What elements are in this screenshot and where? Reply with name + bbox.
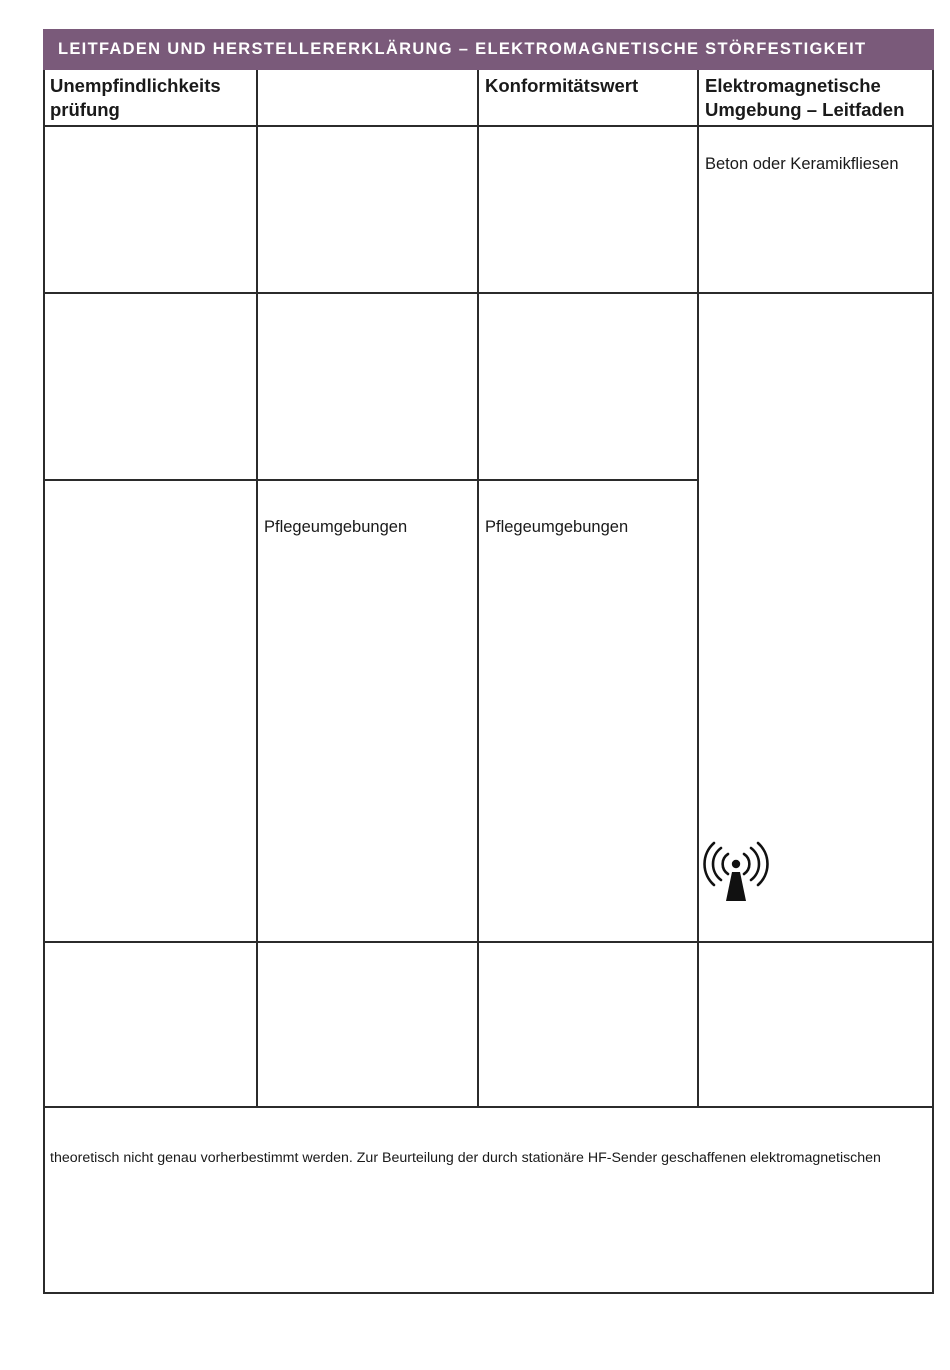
row-3-compliance-text: Pflegeumgebungen xyxy=(485,518,629,536)
row-3-level-text: Pflegeumgebungen xyxy=(264,518,408,536)
non-ionizing-radiation-icon xyxy=(703,840,769,904)
table-title-banner: LEITFADEN UND HERSTELLERERKLÄRUNG – ELEKTROMAGNETISCHE STÖRFESTIGKEIT xyxy=(43,29,934,70)
row-2-divider xyxy=(43,479,699,481)
row-1-guidance-text: Beton oder Keramikfliesen xyxy=(705,155,899,173)
header-divider xyxy=(43,125,934,127)
column-divider-1 xyxy=(256,70,258,1108)
header-guidance-column: Elektromagnetische Umgebung – Leitfaden xyxy=(705,75,905,120)
row-4-divider xyxy=(43,1106,934,1108)
table-frame xyxy=(43,70,934,1294)
row-3-divider xyxy=(43,941,934,943)
column-divider-3 xyxy=(697,70,699,1108)
row-1-divider xyxy=(43,292,934,294)
footnote-text: theoretisch nicht genau vorherbestimmt werden. Zur Beurteilung der durch stationäre HF-Sender geschaffenen elektromagnetischen xyxy=(50,1150,881,1166)
header-compliance-column: Konformitätswert xyxy=(485,75,639,96)
column-divider-2 xyxy=(477,70,479,1108)
header-test-column: Unempfindlichkeits prüfung xyxy=(50,75,221,120)
